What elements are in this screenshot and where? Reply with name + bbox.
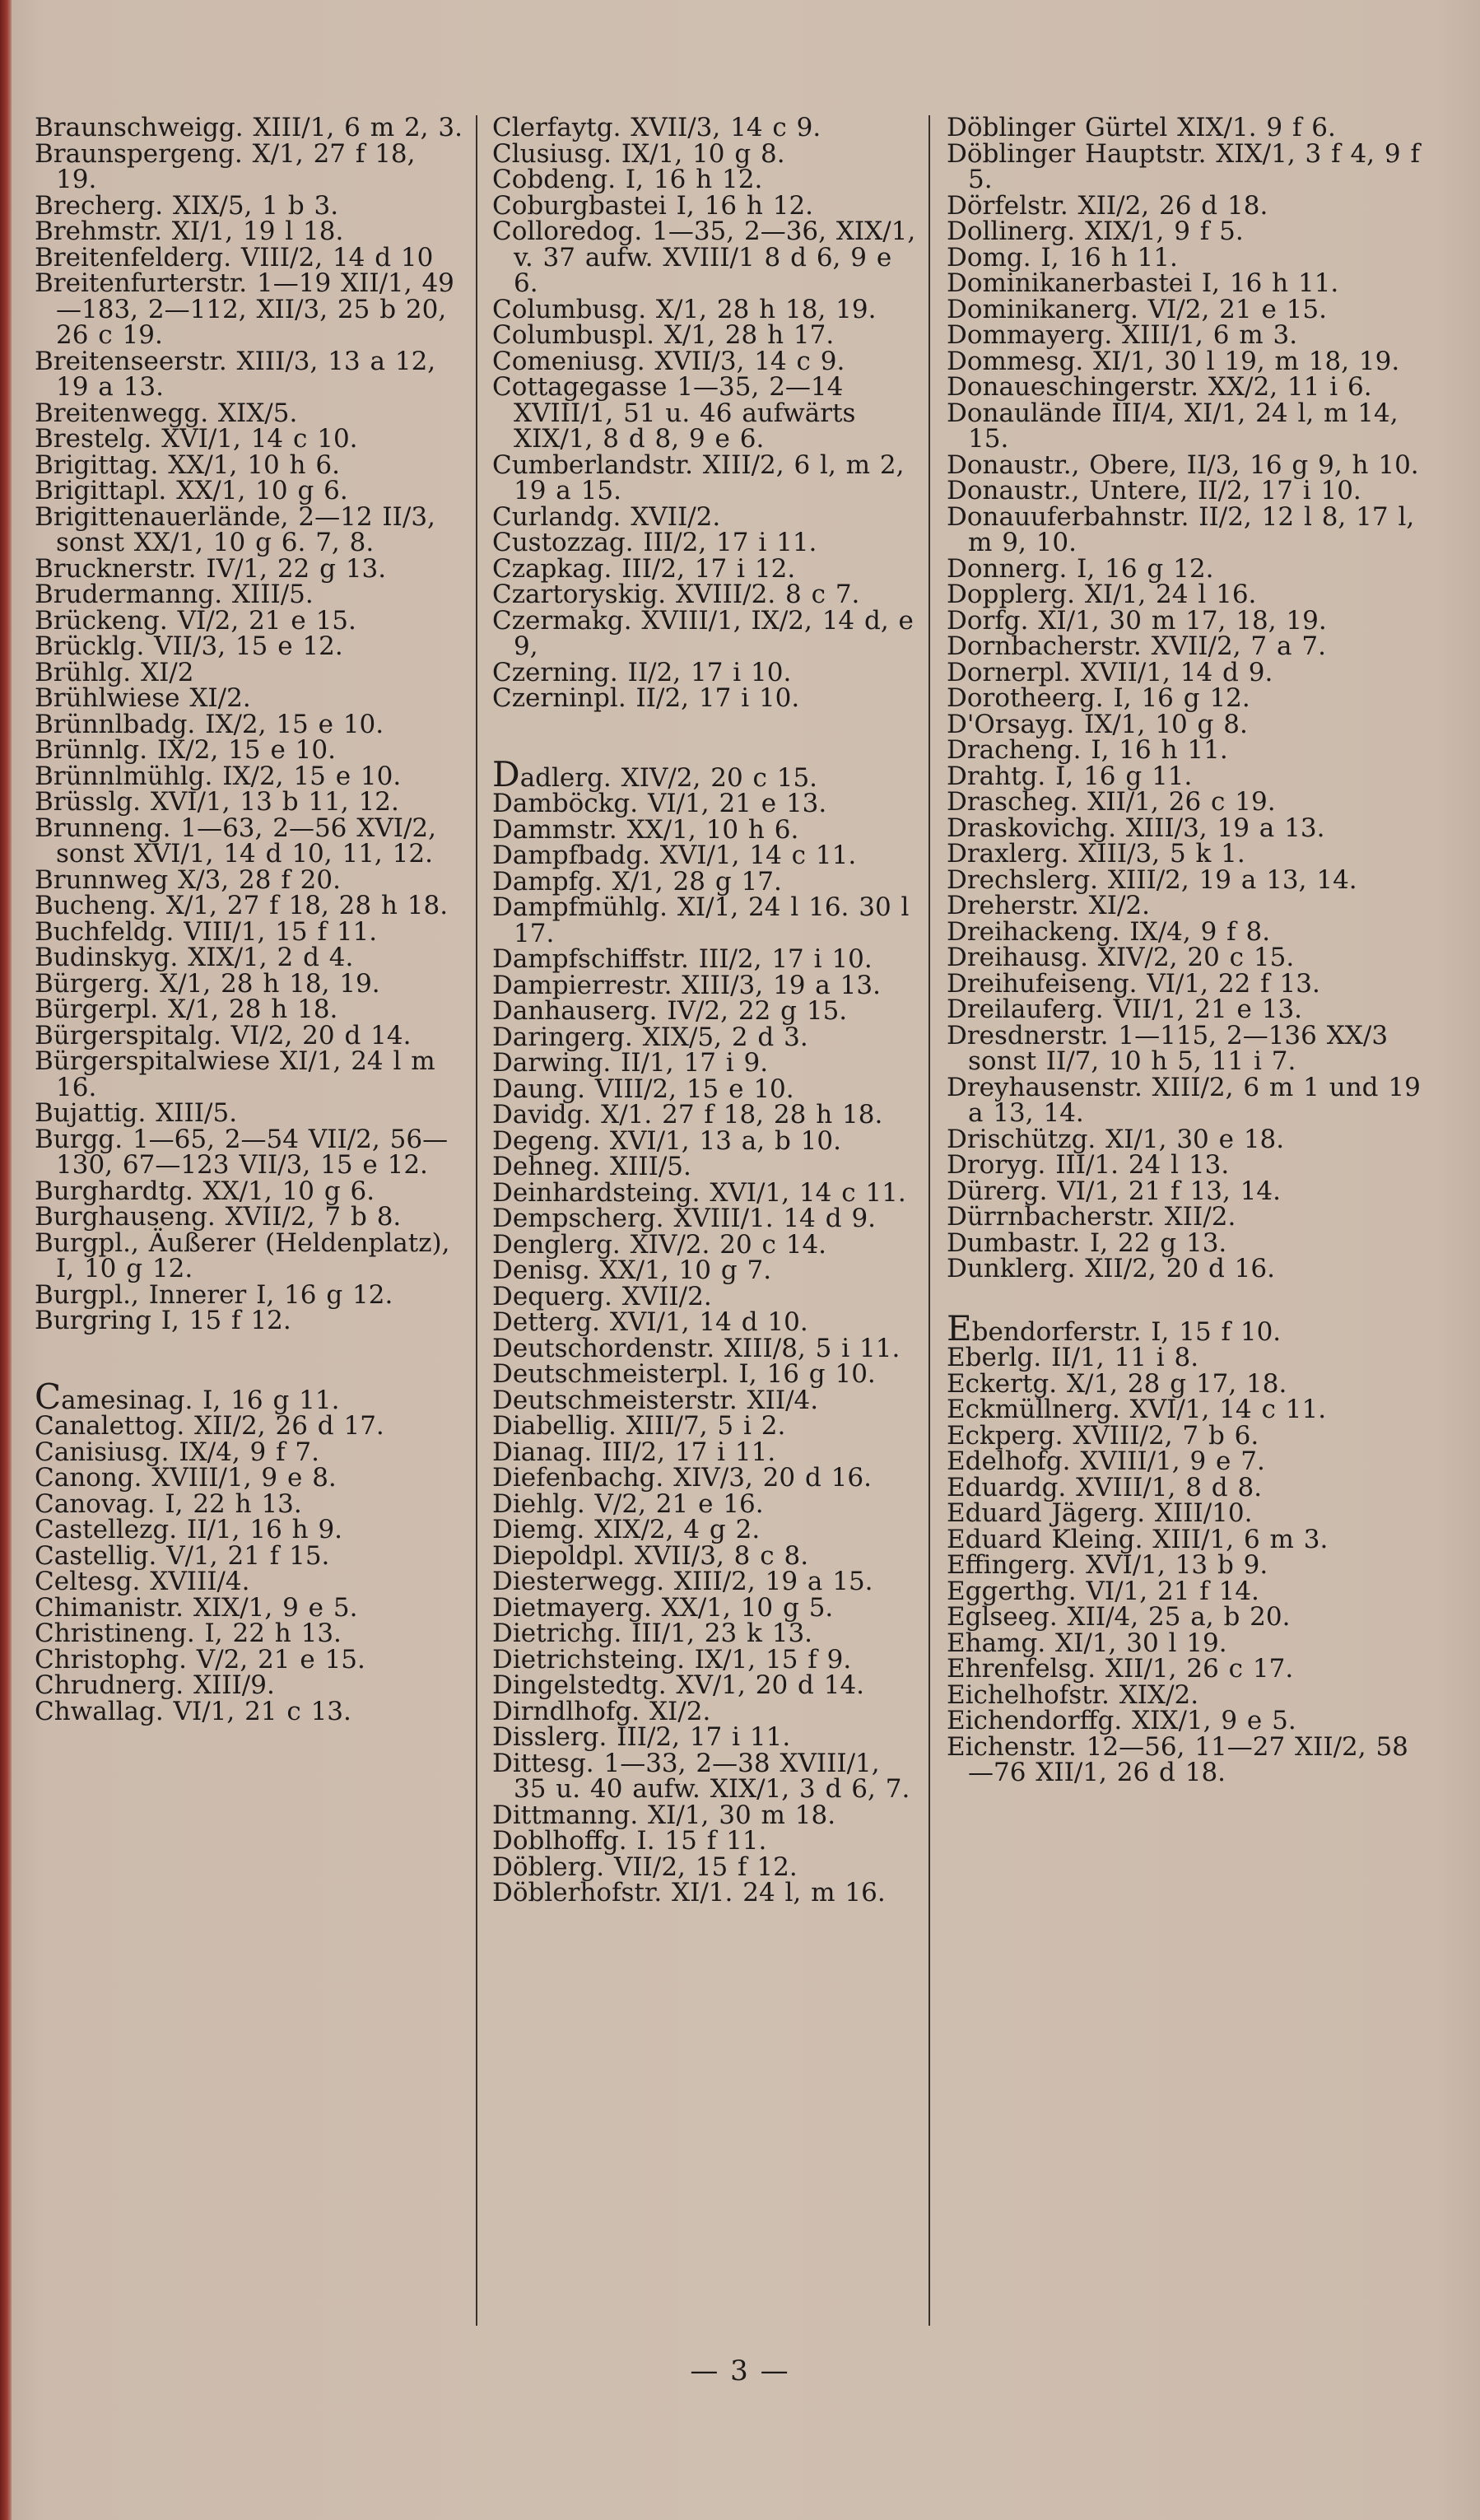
street-entry: Columbusg. X/1, 28 h 18, 19. xyxy=(492,294,877,324)
street-entry: Burgg. 1—65, 2—54 VII/2, 56—130, 67—123 VII/3, 15 e 12. xyxy=(35,1124,449,1180)
street-entry: Clerfaytg. XVII/3, 14 c 9. xyxy=(492,113,821,142)
street-entry: Döblerg. VII/2, 15 f 12. xyxy=(492,1852,798,1882)
street-entry: Dommesg. XI/1, 30 l 19, m 18, 19. xyxy=(947,346,1400,376)
street-entry: Brühlwiese XI/2. xyxy=(35,683,251,713)
street-entry: Dornbacherstr. XVII/2, 7 a 7. xyxy=(947,631,1326,661)
street-entry: Eduard Kleing. XIII/1, 6 m 3. xyxy=(947,1524,1329,1554)
street-entry: Edelhofg. XVIII/1, 9 e 7. xyxy=(947,1446,1265,1476)
street-entry: Breitenfurterstr. 1—19 XII/1, 49—183, 2—112, XII/3, 25 b 20, 26 c 19. xyxy=(35,268,454,350)
street-entry: Döblinger Hauptstr. XIX/1, 3 f 4, 9 f 5. xyxy=(947,138,1420,194)
street-entry: Drahtg. I, 16 g 11. xyxy=(947,761,1193,791)
column-middle xyxy=(492,115,920,1907)
street-entry: Dampfschiffstr. III/2, 17 i 10. xyxy=(492,944,873,974)
street-entry: Bujattig. XIII/5. xyxy=(35,1098,238,1128)
street-entry: Custozzag. III/2, 17 i 11. xyxy=(492,528,817,557)
street-entry: Brucknerstr. IV/1, 22 g 13. xyxy=(35,553,387,584)
street-entry: Brühlg. XI/2 xyxy=(35,657,194,687)
street-entry: Eichelhofstr. XIX/2. xyxy=(947,1679,1199,1710)
street-entry: Dampfmühlg. XI/1, 24 l 16. 30 l 17. xyxy=(492,892,910,948)
street-entry: Czerning. II/2, 17 i 10. xyxy=(492,657,792,687)
street-entry: Dampierrestr. XIII/3, 19 a 13. xyxy=(492,970,881,1000)
street-entry: Effingerg. XVI/1, 13 b 9. xyxy=(947,1550,1268,1580)
street-entry: Canovag. I, 22 h 13. xyxy=(35,1488,302,1519)
street-entry: Bürgerpl. X/1, 28 h 18. xyxy=(35,994,338,1024)
street-entry: Cottagegasse 1—35, 2—14 XVIII/1, 51 u. 46 aufwärts XIX/1, 8 d 8, 9 e 6. xyxy=(492,372,856,454)
street-entry: Brückeng. VI/2, 21 e 15. xyxy=(35,605,356,636)
street-entry: Bürgerspitalwiese XI/1, 24 l m 16. xyxy=(35,1046,435,1102)
street-entry: Braunschweigg. XIII/1, 6 m 2, 3. xyxy=(35,113,463,142)
street-entry: Donaustr., Obere, II/3, 16 g 9, h 10. xyxy=(947,450,1419,480)
street-entry: Döblinger Gürtel XIX/1. 9 f 6. xyxy=(947,113,1336,142)
street-entry: Burghauseng. XVII/2, 7 b 8. xyxy=(35,1202,402,1232)
street-entry: Dürrnbacherstr. XII/2. xyxy=(947,1202,1236,1232)
column-divider xyxy=(928,115,930,2326)
street-entry: Drascheg. XII/1, 26 c 19. xyxy=(947,787,1276,817)
street-entry: Brunneng. 1—63, 2—56 XVI/2, sonst XVI/1, 14 d 10, 11, 12. xyxy=(35,813,436,869)
street-entry: Drischützg. XI/1, 30 e 18. xyxy=(947,1124,1285,1154)
street-entry: Disslerg. III/2, 17 i 11. xyxy=(492,1722,791,1752)
street-entry: Chwallag. VI/1, 21 c 13. xyxy=(35,1696,351,1726)
street-entry: Dampfbadg. XVI/1, 14 c 11. xyxy=(492,841,857,870)
street-entry: Czartoryskig. XVIII/2. 8 c 7. xyxy=(492,580,860,609)
street-entry: Coburgbastei I, 16 h 12. xyxy=(492,190,814,221)
street-entry: Brüsslg. XVI/1, 13 b 11, 12. xyxy=(35,787,399,817)
street-entry: Darwing. II/1, 17 i 9. xyxy=(492,1048,769,1078)
street-entry: Dietmayerg. XX/1, 10 g 5. xyxy=(492,1592,834,1623)
street-entry: Canong. XVIII/1, 9 e 8. xyxy=(35,1463,337,1493)
street-entry: Brigittag. XX/1, 10 h 6. xyxy=(35,450,340,480)
street-entry: Dorotheerg. I, 16 g 12. xyxy=(947,683,1250,713)
street-entry: Dietrichg. III/1, 23 k 13. xyxy=(492,1619,813,1648)
street-entry: Czerninpl. II/2, 17 i 10. xyxy=(492,683,800,713)
street-entry: Daringerg. XIX/5, 2 d 3. xyxy=(492,1022,808,1052)
street-entry: Bürgerg. X/1, 28 h 18, 19. xyxy=(35,968,380,999)
street-entry: Detterg. XVI/1, 14 d 10. xyxy=(492,1307,808,1337)
street-entry: Domg. I, 16 h 11. xyxy=(947,242,1178,272)
street-entry: Droryg. III/1. 24 l 13. xyxy=(947,1150,1230,1180)
street-entry: Comeniusg. XVII/3, 14 c 9. xyxy=(492,346,845,376)
street-entry: Dirndlhofg. XI/2. xyxy=(492,1696,711,1726)
street-entry: Brigittenauerlände, 2—12 II/3, sonst XX/1, 10 g 6. 7, 8. xyxy=(35,501,435,557)
street-entry: Dittesg. 1—33, 2—38 XVIII/1, 35 u. 40 aufw. XIX/1, 3 d 6, 7. xyxy=(492,1748,910,1804)
street-entry: Eduard Jägerg. XIII/10. xyxy=(947,1498,1253,1528)
street-entry: Dreihausg. XIV/2, 20 c 15. xyxy=(947,943,1295,972)
street-entry: Deinhardsteing. XVI/1, 14 c 11. xyxy=(492,1177,906,1208)
street-entry: Dominikanerbastei I, 16 h 11. xyxy=(947,268,1339,298)
column-right xyxy=(947,115,1432,1786)
street-entry: Dreherstr. XI/2. xyxy=(947,891,1150,920)
street-entry: Dracheng. I, 16 h 11. xyxy=(947,735,1228,765)
street-entry: Breitenseerstr. XIII/3, 13 a 12, 19 a 13. xyxy=(35,346,436,402)
street-entry: Brestelg. XVI/1, 14 c 10. xyxy=(35,424,358,454)
street-entry: Diesterwegg. XIII/2, 19 a 15. xyxy=(492,1567,873,1596)
street-entry: Deutschmeisterstr. XII/4. xyxy=(492,1385,819,1415)
street-entry: Dehneg. XIII/5. xyxy=(492,1152,691,1181)
street-entry: Brecherg. XIX/5, 1 b 3. xyxy=(35,190,339,221)
street-entry: Danhauserg. IV/2, 22 g 15. xyxy=(492,996,848,1026)
street-entry: Dianag. III/2, 17 i 11. xyxy=(492,1437,776,1467)
street-entry: Brücklg. VII/3, 15 e 12. xyxy=(35,631,343,661)
street-entry: Diepoldpl. XVII/3, 8 c 8. xyxy=(492,1540,809,1571)
street-entry: Donaulände III/4, XI/1, 24 l, m 14, 15. xyxy=(947,398,1399,454)
street-entry: Dollinerg. XIX/1, 9 f 5. xyxy=(947,217,1244,246)
street-entry: Denisg. XX/1, 10 g 7. xyxy=(492,1255,772,1285)
page-number: — 3 — xyxy=(690,2355,790,2387)
street-entry: Dresdnerstr. 1—115, 2—136 XX/3 sonst II/7, 10 h 5, 11 i 7. xyxy=(947,1020,1389,1076)
street-entry: Dreihackeng. IX/4, 9 f 8. xyxy=(947,916,1271,947)
street-entry: Czermakg. XVIII/1, IX/2, 14 d, e 9, xyxy=(492,605,914,661)
street-entry: Dominikanerg. VI/2, 21 e 15. xyxy=(947,294,1327,324)
street-entry: Bucheng. X/1, 27 f 18, 28 h 18. xyxy=(35,891,449,920)
column-left xyxy=(35,115,463,1725)
street-entry: Draskovichg. XIII/3, 19 a 13. xyxy=(947,813,1325,843)
street-entry: D'Orsayg. IX/1, 10 g 8. xyxy=(947,709,1248,739)
column-divider xyxy=(476,115,477,2326)
street-entry: Breitenfelderg. VIII/2, 14 d 10 xyxy=(35,242,434,272)
street-entry: Eduardg. XVIII/1, 8 d 8. xyxy=(947,1472,1263,1502)
section-initial-letter: E xyxy=(947,1307,972,1349)
street-entry: Camesinag. I, 16 g 11. xyxy=(35,1376,340,1417)
street-entry: Davidg. X/1. 27 f 18, 28 h 18. xyxy=(492,1100,883,1130)
street-entry: Brünnlmühlg. IX/2, 15 e 10. xyxy=(35,761,402,791)
street-entry: Dumbastr. I, 22 g 13. xyxy=(947,1227,1227,1258)
street-entry: Eggerthg. VI/1, 21 f 14. xyxy=(947,1576,1259,1606)
street-entry: Dampfg. X/1, 28 g 17. xyxy=(492,866,782,897)
street-entry: Clusiusg. IX/1, 10 g 8. xyxy=(492,138,785,169)
street-entry: Christineng. I, 22 h 13. xyxy=(35,1619,342,1648)
street-entry: Brünnlg. IX/2, 15 e 10. xyxy=(35,735,336,765)
section-gap xyxy=(35,1335,463,1384)
section-gap xyxy=(492,712,920,762)
street-entry: Braunspergeng. X/1, 27 f 18, 19. xyxy=(35,138,416,194)
street-entry: Dorfg. XI/1, 30 m 17, 18, 19. xyxy=(947,605,1327,636)
street-entry: Donauuferbahnstr. II/2, 12 l 8, 17 l, m 9, 10. xyxy=(947,501,1415,557)
street-entry: Castellezg. II/1, 16 h 9. xyxy=(35,1515,343,1544)
street-entry: Columbuspl. X/1, 28 h 17. xyxy=(492,320,835,350)
street-entry: Diefenbachg. XIV/3, 20 d 16. xyxy=(492,1463,872,1493)
street-entry: Doblhoffg. I. 15 f 11. xyxy=(492,1826,767,1856)
street-entry: Deutschordenstr. XIII/8, 5 i 11. xyxy=(492,1333,901,1363)
street-entry: Döblerhofstr. XI/1. 24 l, m 16. xyxy=(492,1878,886,1907)
street-entry: Daung. VIII/2, 15 e 10. xyxy=(492,1074,794,1104)
street-entry: Canisiusg. IX/4, 9 f 7. xyxy=(35,1437,320,1467)
street-entry: Chimanistr. XIX/1, 9 e 5. xyxy=(35,1592,358,1623)
street-entry: Ehamg. XI/1, 30 l 19. xyxy=(947,1628,1227,1658)
street-entry: Brigittapl. XX/1, 10 g 6. xyxy=(35,476,348,505)
section-initial-letter: D xyxy=(492,753,520,794)
section-initial-letter: C xyxy=(35,1376,62,1417)
street-entry: Czapkag. III/2, 17 i 12. xyxy=(492,553,796,584)
street-entry: Deutschmeisterpl. I, 16 g 10. xyxy=(492,1359,876,1389)
street-entry: Dammstr. XX/1, 10 h 6. xyxy=(492,814,799,845)
street-entry: Diabellig. XIII/7, 5 i 2. xyxy=(492,1411,786,1441)
street-entry: Donnerg. I, 16 g 12. xyxy=(947,553,1214,584)
street-entry: Burgpl., Äußerer (Heldenplatz), I, 10 g 12. xyxy=(35,1227,450,1283)
street-entry: Curlandg. XVII/2. xyxy=(492,501,721,532)
street-entry: Cumberlandstr. XIII/2, 6 l, m 2, 19 a 15. xyxy=(492,450,905,505)
street-entry: Canalettog. XII/2, 26 d 17. xyxy=(35,1411,384,1441)
street-entry: Dadlerg. XIV/2, 20 c 15. xyxy=(492,753,818,794)
street-entry: Degeng. XVI/1, 13 a, b 10. xyxy=(492,1125,841,1156)
street-entry: Dreilauferg. VII/1, 21 e 13. xyxy=(947,994,1303,1024)
street-entry: Draxlerg. XIII/3, 5 k 1. xyxy=(947,839,1245,869)
street-entry: Brehmstr. XI/1, 19 l 18. xyxy=(35,217,344,246)
street-entry: Christophg. V/2, 21 e 15. xyxy=(35,1644,365,1675)
street-entry: Damböckg. VI/1, 21 e 13. xyxy=(492,789,827,818)
street-entry: Eckmüllnerg. XVI/1, 14 c 11. xyxy=(947,1395,1327,1424)
street-entry: Budinskyg. XIX/1, 2 d 4. xyxy=(35,943,354,972)
street-entry: Dietrichsteing. IX/1, 15 f 9. xyxy=(492,1644,852,1675)
street-entry: Dittmanng. XI/1, 30 m 18. xyxy=(492,1800,836,1830)
street-entry: Eglseeg. XII/4, 25 a, b 20. xyxy=(947,1602,1291,1632)
street-entry: Dunklerg. XII/2, 20 d 16. xyxy=(947,1254,1275,1283)
street-entry: Burgpl., Innerer I, 16 g 12. xyxy=(35,1279,393,1310)
street-entry: Burgring I, 15 f 12. xyxy=(35,1306,291,1335)
street-entry: Dommayerg. XIII/1, 6 m 3. xyxy=(947,320,1298,350)
street-entry: Eckertg. X/1, 28 g 17, 18. xyxy=(947,1368,1287,1399)
street-entry: Dörfelstr. XII/2, 26 d 18. xyxy=(947,190,1268,221)
street-entry: Eichenstr. 12—56, 11—27 XII/2, 58—76 XII/1, 26 d 18. xyxy=(947,1731,1408,1787)
street-entry: Breitenwegg. XIX/5. xyxy=(35,398,298,428)
street-entry: Denglerg. XIV/2. 20 c 14. xyxy=(492,1229,827,1260)
street-entry: Cobdeng. I, 16 h 12. xyxy=(492,165,763,194)
street-entry: Donaueschingerstr. XX/2, 11 i 6. xyxy=(947,372,1372,402)
street-entry: Colloredog. 1—35, 2—36, XIX/1, v. 37 aufw. XVIII/1 8 d 6, 9 e 6. xyxy=(492,217,916,298)
street-entry: Brunnweg X/3, 28 f 20. xyxy=(35,864,341,895)
street-entry: Dürerg. VI/1, 21 f 13, 14. xyxy=(947,1176,1281,1206)
street-entry: Bürgerspitalg. VI/2, 20 d 14. xyxy=(35,1020,412,1050)
street-entry: Dempscherg. XVIII/1. 14 d 9. xyxy=(492,1204,877,1233)
street-entry: Eckperg. XVIII/2, 7 b 6. xyxy=(947,1420,1259,1451)
street-entry: Diemg. XIX/2, 4 g 2. xyxy=(492,1515,761,1544)
street-entry: Celtesg. XVIII/4. xyxy=(35,1567,250,1596)
street-entry: Dreihufeiseng. VI/1, 22 f 13. xyxy=(947,968,1320,999)
street-entry: Dingelstedtg. XV/1, 20 d 14. xyxy=(492,1670,865,1700)
street-entry: Ebendorferstr. I, 15 f 10. xyxy=(947,1307,1282,1349)
section-gap xyxy=(947,1283,1432,1316)
street-entry: Eichendorffg. XIX/1, 9 e 5. xyxy=(947,1706,1296,1735)
street-entry: Dequerg. XVII/2. xyxy=(492,1281,712,1311)
street-entry: Brünnlbadg. IX/2, 15 e 10. xyxy=(35,709,384,739)
street-entry: Diehlg. V/2, 21 e 16. xyxy=(492,1488,764,1519)
street-entry: Dopplerg. XI/1, 24 l 16. xyxy=(947,580,1257,609)
street-entry: Castellig. V/1, 21 f 15. xyxy=(35,1540,330,1571)
binding-edge xyxy=(0,0,12,2520)
street-entry: Dreyhausenstr. XIII/2, 6 m 1 und 19 a 13, 14. xyxy=(947,1072,1421,1128)
street-entry: Buchfeldg. VIII/1, 15 f 11. xyxy=(35,916,378,947)
street-entry: Brudermanng. XIII/5. xyxy=(35,580,314,609)
street-entry: Donaustr., Untere, II/2, 17 i 10. xyxy=(947,476,1361,505)
street-entry: Ehrenfelsg. XII/1, 26 c 17. xyxy=(947,1654,1294,1684)
street-entry: Drechslerg. XIII/2, 19 a 13, 14. xyxy=(947,864,1357,895)
street-entry: Eberlg. II/1, 11 i 8. xyxy=(947,1343,1199,1372)
street-entry: Dornerpl. XVII/1, 14 d 9. xyxy=(947,657,1273,687)
street-entry: Chrudnerg. XIII/9. xyxy=(35,1670,275,1700)
street-entry: Burghardtg. XX/1, 10 g 6. xyxy=(35,1176,375,1206)
